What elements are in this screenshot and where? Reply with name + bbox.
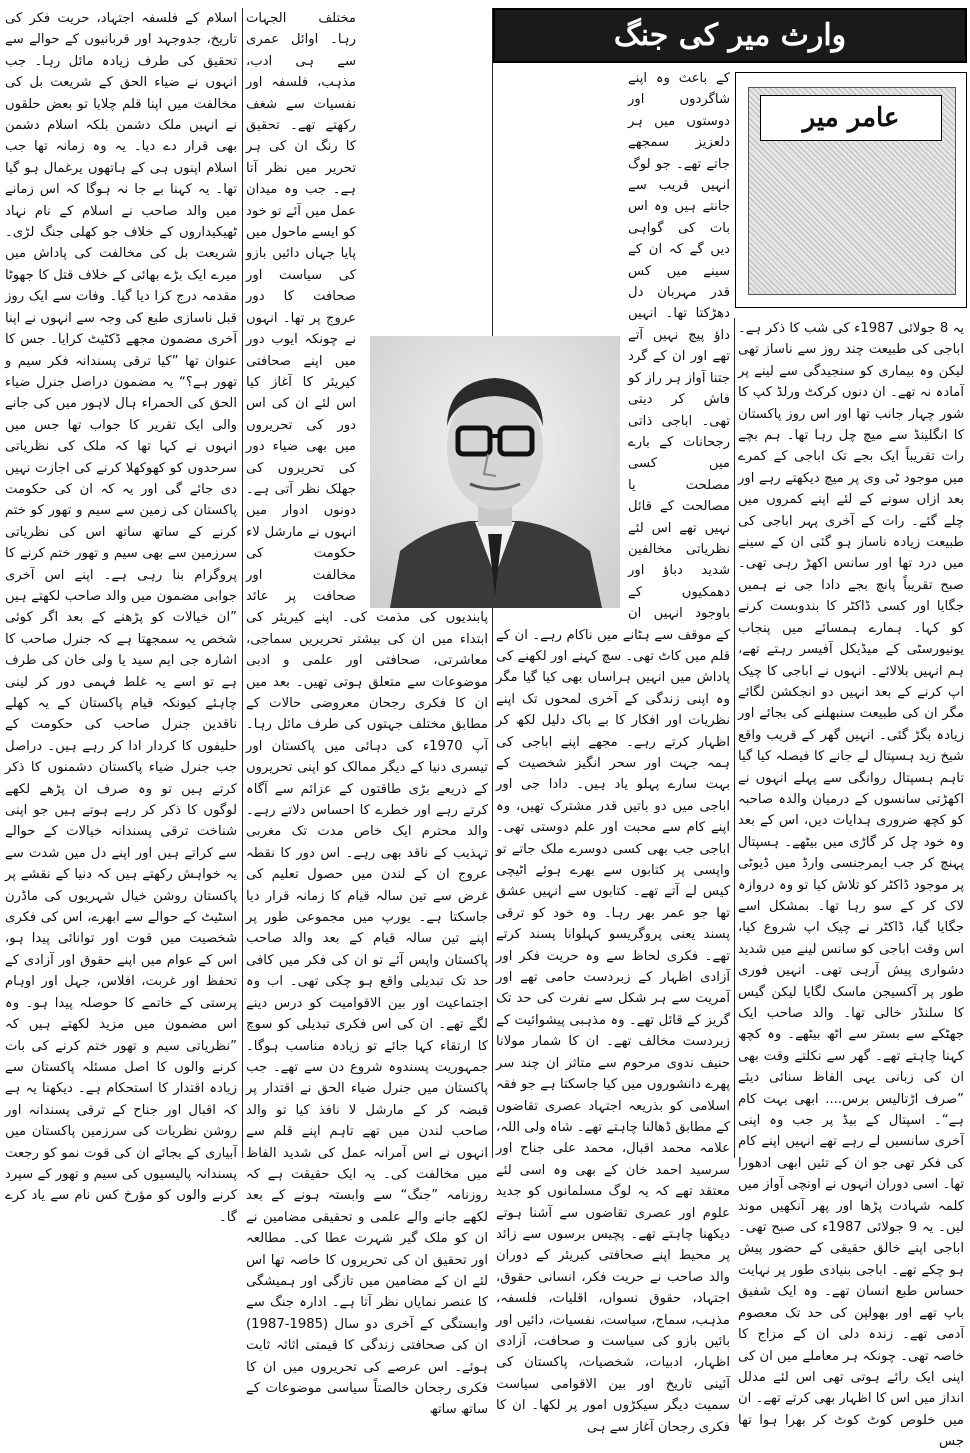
column-title-banner — [493, 8, 967, 63]
article-text: اسلام کے فلسفہ اجتہاد، حریت فکر کی تاریخ، جدوجہد اور قربانیوں کے حوالے سے تحقیق کی طرف زیادہ مائل رہا۔ جب انہوں نے ضیاء الحق کے شریعت بل کی مخالفت میں اپنا قلم چلایا تو بعض حلقوں نے انہیں ملک دشمن بلکہ اسلام دشمن بھی قرار دے دیا۔ یہ وہ زمانہ تھا جب اسلام اپنوں ہی کے ہاتھوں یرغمال ہو گیا تھا۔ یہ کہنا بے جا نہ ہوگا کہ اس زمانے میں والد صاحب نے اسلام کے نام نہاد ٹھیکیداروں کے خلاف جو کھلی جنگ لڑی۔ شریعت بل کی مخالفت کی پاداش میں میرے ایک بڑے بھائی کے خلاف قتل کا جھوٹا مقدمہ درج کرا دیا گیا۔ وفات سے ایک روز قبل ناسازی طبع کی وجہ سے انہوں نے اپنا آخری مضمون مجھے ڈکٹیٹ کرایا۔ جس کا عنوان تھا ”کیا ترقی پسندانہ فکر سیم و تھور ہے؟“ یہ مضمون دراصل جنرل ضیاء الحق کی الحمراء ہال لاہور میں کی جانے والی ایک تقریر کا جواب تھا جس میں انہوں نے کہا تھا کہ ملک کی نظریاتی سرحدوں کو کھوکھلا کرنے کی اجازت نہیں دی جائے گی اور یہ کہ ان کی حکومت پاکستان کی زمین سے سیم و تھور کو ختم کرنے کے ساتھ ساتھ اس کی نظریاتی سرزمین سے بھی سیم و تھور ختم کرنے کا پروگرام بنا رہی ہے۔ اپنے اس آخری جوابی مضمون میں والد صاحب لکھتے ہیں ”ان خیالات کو پڑھنے کے بعد اگر کوئی شخص یہ سمجھتا ہے کہ جنرل صاحب کا اشارہ جی ایم سید یا ولی خان کی طرف ہے تو اسے یہ غلط فہمی دور کر لینی چاہئے کیونکہ قیام پاکستان کے یہ کھلے ناقدین جنرل صاحب کی حکومت کے حلیفوں کا کردار ادا کر رہے ہیں۔ دراصل جب جنرل ضیاء پاکستان دشمنوں کا ذکر کرتے ہیں تو وہ صرف ان پڑھے لکھے لوگوں کا ذکر کر رہے ہوتے ہیں جو اپنی شناخت ترقی پسندانہ خیالات کے حوالے سے کراتے ہیں اور اپنے دل میں شدت سے یہ خواہش رکھتے ہیں کہ دنیا کے نقشے پر پاکستان روشن خیال شہریوں کی ماڈرن اسٹیٹ کے حوالے سے ابھرے، اس کی فکری شخصیت میں قوت اور توانائی پیدا ہو، اس کے عوام میں اپنے حقوق اور آزادی کے تحفظ اور غربت، افلاس، جہل اور اوہام پرستی کے خاتمے کا حوصلہ پیدا ہو۔ وہ اس مضمون میں مزید لکھتے ہیں کہ ”نظریاتی سیم و تھور ختم کرنے کی بات کرنے والوں کا اصل مسئلہ پاکستان سے زیادہ اقتدار کا استحکام ہے۔ دیکھنا یہ ہے کہ اقبال اور جناح کے ترقی پسندانہ اور روشن نظریات کی سرزمین پاکستان میں آبیاری کے بجائے ان کی قوت نمو کو رجعت پسندانہ پالیسیوں کی سیم و تھور کے سپرد کرنے والوں کو مؤرخ کس نام سے یاد کرے گا۔ — [5, 11, 237, 1225]
article-text: کے باعث وہ اپنے شاگردوں اور دوستوں میں ہر دلعزیز سمجھے جاتے تھے۔ جو لوگ انہیں قریب سے جانتے ہیں وہ اس بات کی گواہی دیں گے کہ ان کے سینے میں کس قدر مہربان دل دھڑکتا تھا۔ انہیں داؤ پیچ نہیں آتے تھے اور ان کے گرد جتنا آواز ہر راز کو فاش کر دیتی تھی۔ اباجی ذاتی رجحانات کے بارے میں کسی مصلحت یا مصالحت کے قائل نہیں تھے اس لئے نظریاتی مخالفین شدید دباؤ اور دھمکیوں کے باوجود انہیں ان کے موقف سے ہٹانے میں ناکام رہے۔ ان کے قلم میں کاٹ تھی۔ سچ کہنے اور لکھنے کی پاداش میں انہیں ہراساں بھی کیا گیا مگر وہ اپنی زندگی کے آخری لمحوں تک اپنے نظریات اور افکار کا بے باک دلیل لکھ کر اظہار کرتے رہے۔ مجھے اپنے اباجی کی ہمہ جہت اور سحر انگیز شخصیت کے بہت سارے پہلو یاد ہیں۔ دادا جی اور اباجی میں دو باتیں قدر مشترک تھیں، وہ اپنے کام سے محبت اور علم دوستی تھی۔ اباجی جب بھی کسی دوسرے ملک جاتے تو واپسی پر کتابوں سے بھرے ہوئے اٹیچی کیس لے آتے تھے۔ کتابوں سے انہیں عشق تھا جو عمر بھر رہا۔ وہ خود کو ترقی پسند یعنی پروگریسو کہلوانا پسند کرتے تھے۔ فکری لحاظ سے وہ حریت فکر اور آزادی اظہار کے زبردست حامی تھے اور آمریت سے ہر شکل سے نفرت کی حد تک گریز کے قائل تھے۔ وہ مذہبی پیشوائیت کے زبردست مخالف تھے۔ ان کا شمار مولانا حنیف ندوی مرحوم سے متاثر ان چند سر پھرے دانشوروں میں کیا جاسکتا ہے جو فقہ اسلامی کو بذریعہ اجتہاد عصری تقاضوں کے مطابق ڈھالنا چاہتے تھے۔ شاہ ولی اللہ، علامہ محمد اقبال، محمد علی جناح اور سرسید احمد خان کے بھی وہ اسی لئے معتقد تھے کہ یہ لوگ مسلمانوں کو جدید علوم اور عصری تقاضوں سے آشنا ہوتے دیکھنا چاہتے تھے۔ پچیس برسوں سے زائد پر محیط اپنے صحافتی کیریئر کے دوران والد صاحب نے حریت فکر، انسانی حقوق، اجتہاد، حقوق نسواں، اقلیات، فلسفہ، مذہب، سماج، سیاست، نفسیات، دائیں اور بائیں بازو کی سیاست و صحافت، آزادی اظہار، ادبیات، شخصیات، پاکستان کی آئینی تاریخ اور بین الاقوامی سیاست سمیت دیگر سیکڑوں امور پر لکھا۔ ان کا فکری رجحان آغاز سے ہی — [496, 71, 730, 1435]
article-column-2 — [493, 68, 733, 1435]
portrait-photo — [370, 336, 620, 608]
article-column-1 — [735, 318, 967, 1450]
article-text: یہ 8 جولائی 1987ء کی شب کا ذکر ہے۔ اباجی کی طبیعت چند روز سے ناساز تھی لیکن وہ بیماری کو سنجیدگی سے لینے پر آمادہ نہ تھے۔ ان دنوں کرکٹ ورلڈ کپ کا شور چہار جانب تھا اور اس روز پاکستان کا انگلینڈ سے میچ چل رہا تھا۔ ہم بچے رات تقریباً ایک بجے تک اباجی کے کمرے میں موجود ٹی وی پر میچ دیکھتے رہے اور بعد ازاں سونے کے لئے اپنے کمروں میں چلے گئے۔ رات کے آخری پہر اباجی کی طبیعت زیادہ ناساز ہو گئی ان کے سینے میں درد تھا اور سانس اکھڑ رہی تھی۔ صبح تقریباً پانچ بجے دادا جی نے ہمیں جگایا اور کسی ڈاکٹر کا بندوبست کرنے کو کہا۔ ہمارے ہمسائے میں پنجاب یونیورسٹی کے میڈیکل آفیسر رہتے تھے، ہم انہیں بلالائے۔ انہوں نے اباجی کا چیک اپ کرنے کے بعد انہیں دو انجکشن لگائے مگر ان کی طبیعت سنبھلنے کی بجائے اور زیادہ بگڑ گئی۔ انہیں گھر کے قریب واقع شیخ زید ہسپتال لے جانے کا فیصلہ کیا گیا تاہم ہسپتال روانگی سے پہلے انہوں نے اکھڑتی سانسوں کے درمیان والدہ صاحبہ کو کچھ ضروری ہدایات دیں، اس کے بعد وہ خود چل کر گاڑی میں بیٹھے۔ ہسپتال پہنچ کر جب ایمرجنسی وارڈ میں ڈیوٹی پر موجود ڈاکٹر کو تلاش کیا تو وہ دروازہ لاک کر کے سو رہا تھا۔ بمشکل اسے جگایا گیا، ڈاکٹر نے چیک اپ شروع کیا، اس وقت اباجی کو سانس لینے میں شدید دشواری پیش آرہی تھی۔ انہیں فوری طور پر آکسیجن ماسک لگایا لیکن گیس کا سلنڈر خالی تھا۔ والد صاحب ایک جھٹکے سے بستر سے اٹھ بیٹھے۔ وہ کچھ کہنا چاہتے تھے۔ گھر سے نکلتے وقت بھی ان کی زبانی یہی الفاظ سنائی دیئے ”صرف اڑتالیس برس.... ابھی بہت کام ہے“۔ اسپتال کے بیڈ پر جب وہ اپنی آخری سانسیں لے رہے تھے انہیں اپنے کام کی فکر تھی جو ان کے تئیں ابھی ادھورا تھا۔ اسی دوران انہوں نے اونچی آواز میں کلمہ شہادت پڑھا اور پھر آنکھیں موند لیں۔ یہ 9 جولائی 1987ء کی صبح تھی۔ اباجی اپنے خالق حقیقی کے حضور پیش ہو چکے تھے۔ اباجی بنیادی طور پر نہایت حساس طبع انسان تھے۔ وہ ایک شفیق باپ تھے اور بھولپن کی حد تک معصوم آدمی تھے۔ زندہ دلی ان کے مزاج کا خاصہ تھی۔ چونکہ ہر معاملے میں ان کی اپنی ایک رائے ہوتی تھی اس لئے مدلل انداز میں اس کا اظہار بھی کرتے تھے۔ ان میں خلوص کوٹ کوٹ کر بھرا ہوا تھا جس — [738, 321, 964, 1450]
article-text: مختلف الجہات رہا۔ اوائل عمری سے ہی ادب، مذہب، فلسفہ اور نفسیات سے شغف رکھتے تھے۔ تحقیق کا رنگ ان کی ہر تحریر میں نظر آتا ہے۔ جب وہ میدان عمل میں آئے تو خود کو ایسے ماحول میں پایا جہاں دائیں بازو کی سیاست اور صحافت کا دور عروج پر تھا۔ انہوں نے چونکہ ایوب دور میں اپنے صحافتی کیریئر کا آغاز کیا اس لئے ان کی اس دور کی تحریروں میں بھی ضیاء دور کی تحریروں کی جھلک نظر آتی ہے۔ دونوں ادوار میں انہوں نے مارشل لاء حکومت کی مخالفت اور صحافت پر عائد پابندیوں کی مذمت کی۔ اپنے کیریئر کی ابتداء میں ان کی بیشتر تحریریں سماجی، معاشرتی، صحافتی اور علمی و ادبی موضوعات سے متعلق ہوتی تھیں۔ بعد میں ان کا فکری رجحان معروضی حالات کے مطابق مختلف جہتوں کی طرف مائل رہا۔ آپ 1970ء کی دہائی میں پاکستان اور تیسری دنیا کے دیگر ممالک کو اپنی تحریروں کے ذریعے بڑی طاقتوں کے عزائم سے آگاہ کرتے رہے اور خطرے کا احساس دلاتے رہے۔ والد محترم ایک خاص مدت تک مغربی تہذیب کے ناقد بھی رہے۔ اس دور کا نقطہ عروج ان کے لندن میں حصول تعلیم کی غرض سے تین سالہ قیام کا زمانہ قرار دیا جاسکتا ہے۔ یورپ میں مجموعی طور پر اپنے تین سالہ قیام کے بعد والد صاحب پاکستان واپس آئے تو ان کی فکر میں کافی حد تک تبدیلی واقع ہو چکی تھی۔ اب وہ اجتماعیت اور بین الاقوامیت کو درس دینے لگے تھے۔ ان کی اس فکری تبدیلی کو سوچ کا ارتقاء کہا جائے تو زیادہ مناسب ہوگا۔ جمہوریت پسندوہ شروع دن سے تھے۔ جب پاکستان میں جنرل ضیاء الحق نے اقتدار پر قبضہ کر کے مارشل لا نافذ کیا تو والد صاحب لندن میں تھے تاہم اپنے قلم سے انہوں نے اس آمرانہ عمل کی شدید الفاظ میں مخالفت کی۔ یہ ایک حقیقت ہے کہ روزنامہ ”جنگ“ سے وابستہ ہونے کے بعد لکھے جانے والے علمی و تحقیقی مضامین نے ان کو ملک گیر شہرت عطا کی۔ مطالعہ اور تحقیق ان کی تحریروں کا خاصہ تھا اس لئے ان کے مضامین میں تازگی اور ہمیشگی کا عنصر نمایاں نظر آتا ہے۔ ادارہ جنگ سے وابستگی کے آخری دو سال (1985-1987) ان کی صحافتی زندگی کا قیمتی اثاثہ ثابت ہوئے۔ اس عرصے کی تحریروں میں ان کا فکری رجحان خالصتاً سیاسی موضوعات کے ساتھ ساتھ — [246, 11, 488, 1418]
byline-box — [735, 72, 967, 308]
portrait-image — [370, 336, 620, 608]
article-column-4 — [2, 8, 240, 1225]
author-name: عامر میر — [760, 95, 942, 141]
column-title: وارث میر کی جنگ — [613, 18, 847, 53]
